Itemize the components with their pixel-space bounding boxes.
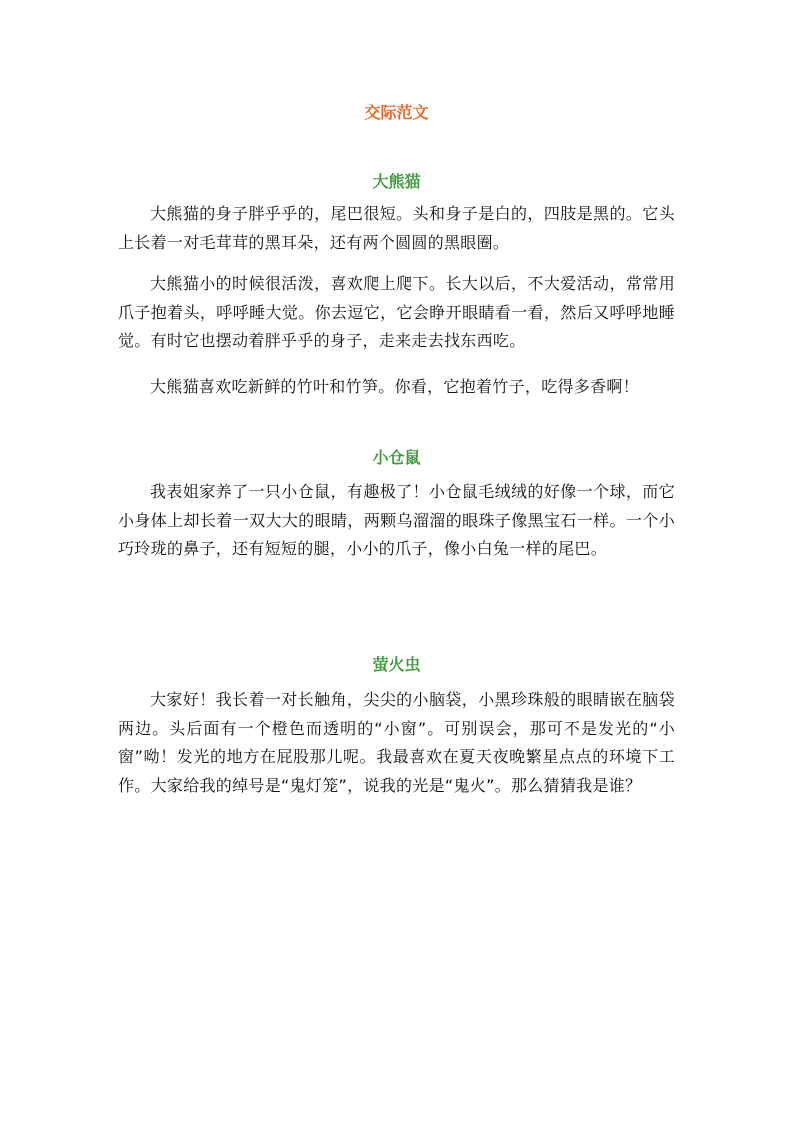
panda-paragraph-3: 大熊猫喜欢吃新鲜的竹叶和竹笋。你看，它抱着竹子，吃得多香啊！	[150, 377, 640, 396]
section-heading-panda: 大熊猫	[372, 172, 421, 191]
hamster-paragraph-1: 我表姐家养了一只小仓鼠，有趣极了！小仓鼠毛绒绒的好像一个球，而它小身体上却长着一双大大的眼睛，两颗乌溜溜的眼珠子像黑宝石一样。一个小巧玲珑的鼻子，还有短短的腿，小小的爪子，像小白兔一样的尾巴。	[118, 482, 675, 558]
document-title: 交际范文	[364, 103, 429, 122]
section-heading-hamster: 小仓鼠	[372, 448, 421, 467]
panda-paragraph-2: 大熊猫小的时候很活泼，喜欢爬上爬下。长大以后，不大爱活动，常常用爪子抱着头，呼呼睡大觉。你去逗它，它会睁开眼睛看一看，然后又呼呼地睡觉。有时它也摆动着胖乎乎的身子，走来走去找东西吃。	[118, 274, 675, 350]
panda-paragraph-1: 大熊猫的身子胖乎乎的，尾巴很短。头和身子是白的，四肢是黑的。它头上长着一对毛茸茸的黑耳朵，还有两个圆圆的黑眼圈。	[118, 204, 675, 252]
section-heading-firefly: 萤火虫	[372, 655, 421, 674]
firefly-paragraph-1: 大家好！我长着一对长触角，尖尖的小脑袋，小黑珍珠般的眼睛嵌在脑袋两边。头后面有一个橙色而透明的“小窗”。可别误会，那可不是发光的“小窗”呦！发光的地方在屁股那儿呢。我最喜欢在夏天夜晚繁星点点的环境下工作。大家给我的绰号是“鬼灯笼”，说我的光是“鬼火”。那么猜猜我是谁？	[118, 690, 675, 795]
